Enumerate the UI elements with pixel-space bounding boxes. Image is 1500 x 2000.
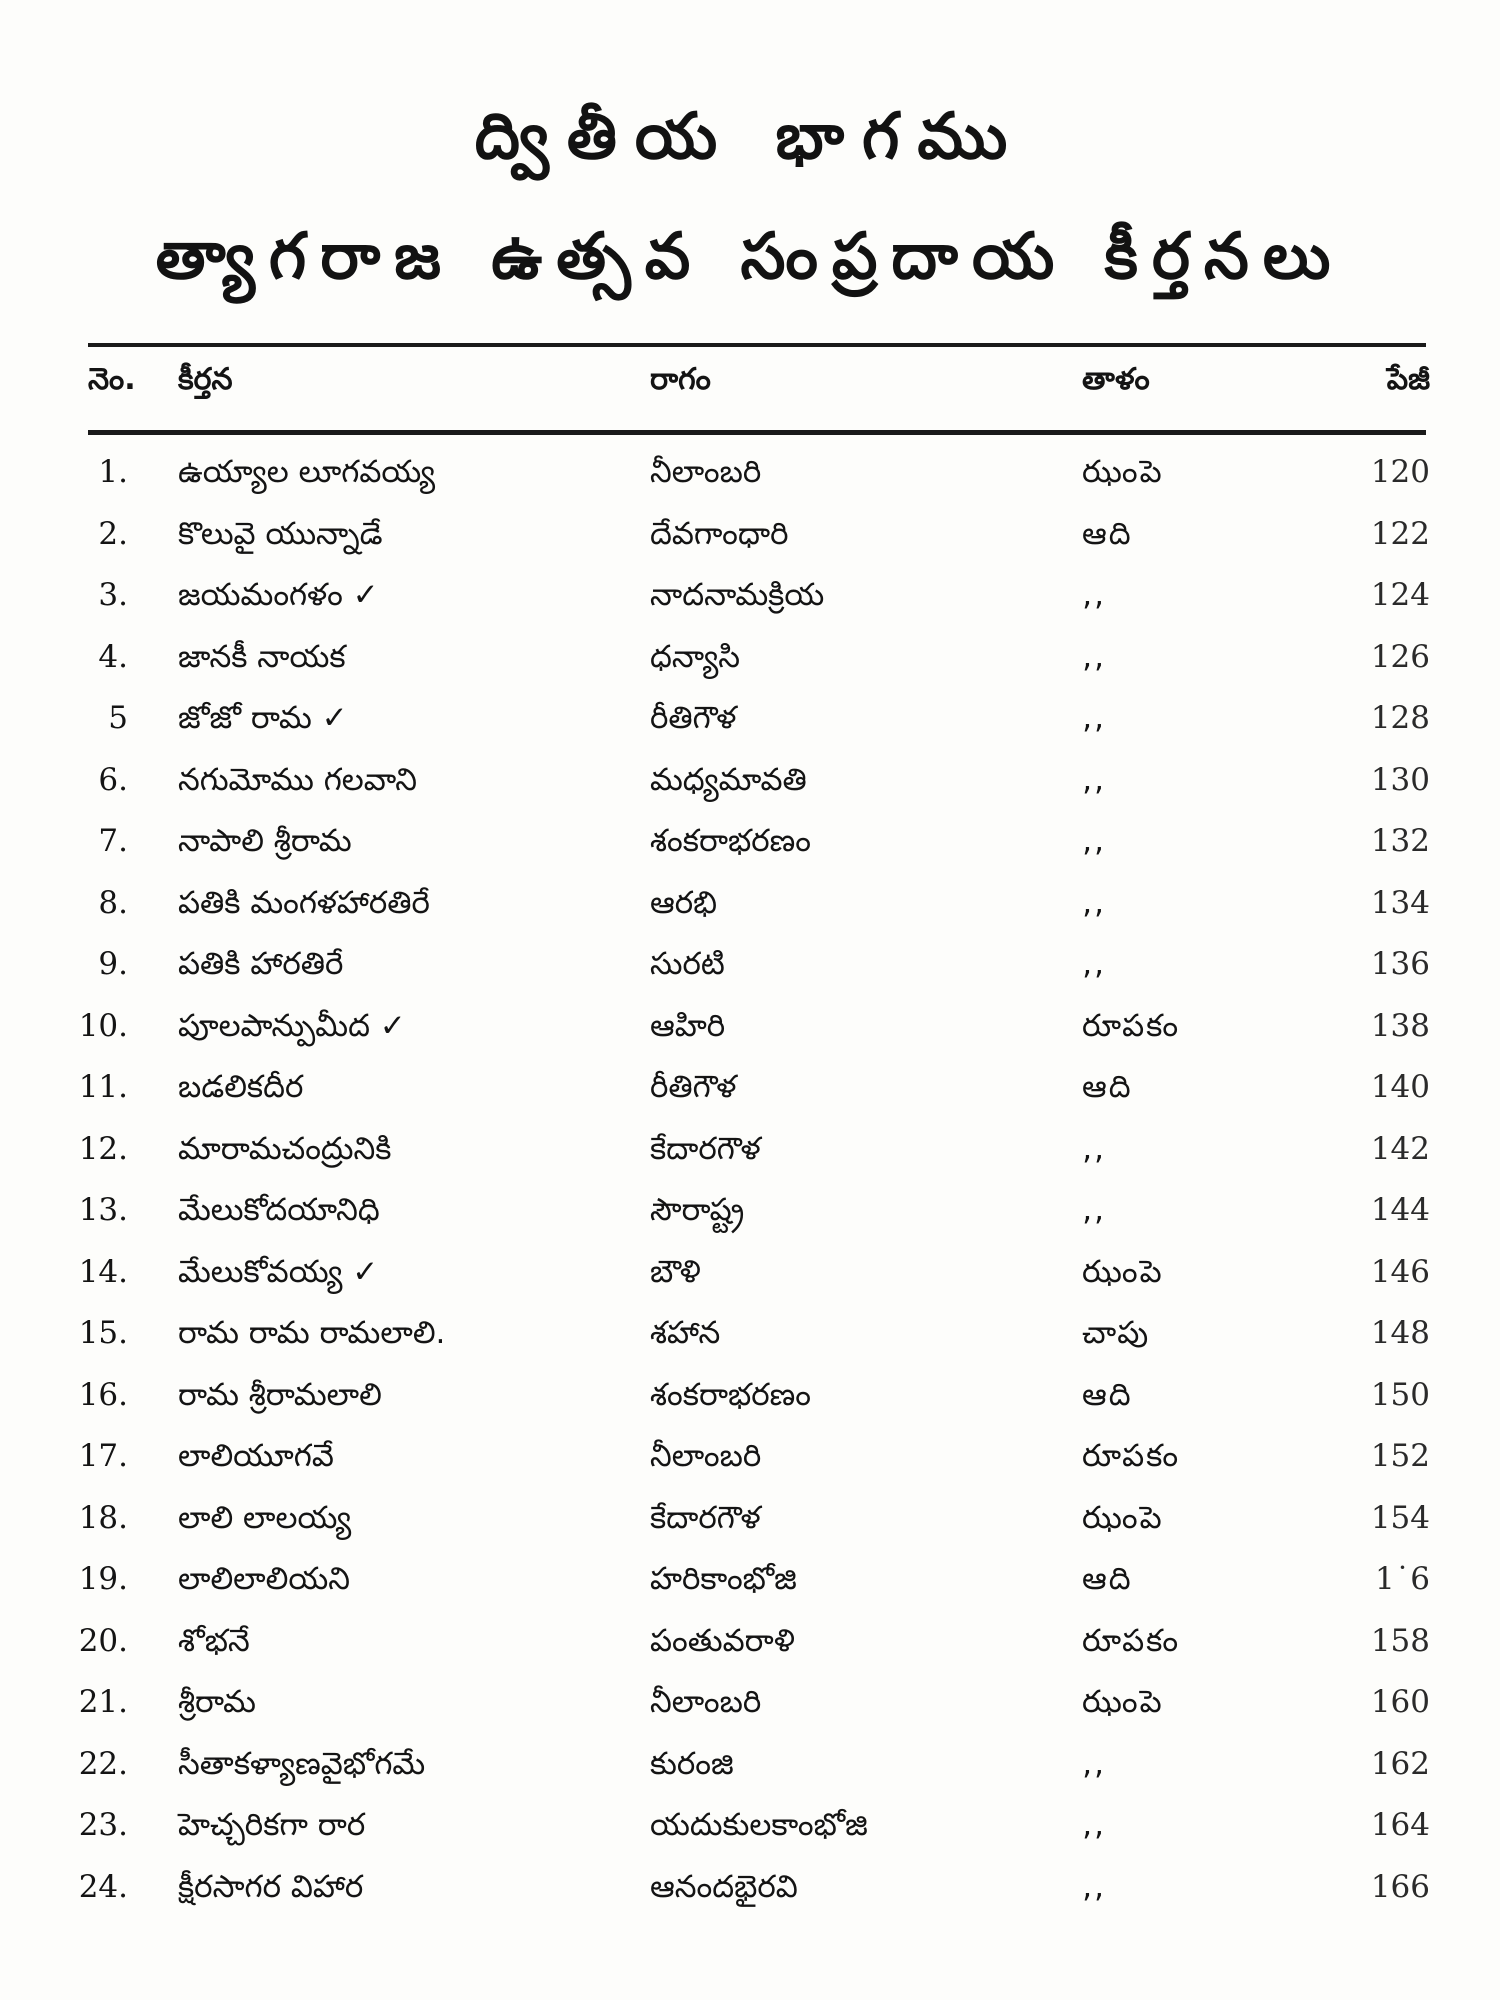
- tala-name: ఝంపె: [1082, 1684, 1164, 1720]
- tala-name: ఆది: [1082, 1561, 1133, 1597]
- table-row: [0, 932, 1500, 994]
- table-row: [0, 1793, 1500, 1855]
- table-row: [0, 1363, 1500, 1425]
- page-number: 1˙6: [1375, 1561, 1430, 1597]
- table-top-rule: [88, 343, 1426, 347]
- page-number: 142: [1370, 1130, 1430, 1167]
- table-row: [0, 1547, 1500, 1609]
- raga-name: నీలాంబరి: [650, 1438, 762, 1474]
- kirtana-name: లాలిలాలియని: [178, 1561, 350, 1597]
- kirtana-table: [0, 440, 1500, 1916]
- kirtana-name: ఉయ్యాల లూగవయ్య: [178, 454, 436, 490]
- row-number: 6.: [98, 761, 128, 798]
- page-number: 130: [1370, 761, 1430, 798]
- kirtana-name: హెచ్చరికగా రార: [178, 1807, 366, 1843]
- kirtana-name: లాలియూగవే: [178, 1438, 334, 1474]
- table-row: [0, 871, 1500, 933]
- table-row: [0, 1117, 1500, 1179]
- kirtana-name: మేలుకోవయ్య ✓: [178, 1253, 379, 1290]
- row-number: 4.: [98, 638, 128, 675]
- tala-name: రూపకం: [1082, 1622, 1181, 1659]
- page-number: 150: [1370, 1376, 1430, 1413]
- row-number: 17.: [78, 1438, 128, 1474]
- header-number: నెం.: [88, 362, 136, 397]
- table-row: [0, 1855, 1500, 1917]
- tala-name: ఆది: [1082, 515, 1133, 552]
- raga-name: కేదారగౌళ: [650, 1499, 761, 1536]
- kirtana-name: నాపాలి శ్రీరామ: [178, 823, 352, 859]
- tala-name: రూపకం: [1082, 1007, 1181, 1044]
- raga-name: దేవగాంధారి: [650, 515, 789, 552]
- kirtana-name: శోభనే: [178, 1622, 250, 1659]
- raga-name: సౌరాష్ట్ర: [650, 1192, 745, 1228]
- page-number: 152: [1370, 1438, 1430, 1474]
- header-raga: రాగం: [650, 362, 711, 397]
- kirtana-name: క్షీరసాగర విహార: [178, 1868, 364, 1905]
- row-number: 22.: [78, 1745, 128, 1782]
- raga-name: సురటి: [650, 946, 725, 982]
- raga-name: కేదారగౌళ: [650, 1130, 761, 1167]
- page-number: 140: [1370, 1069, 1430, 1105]
- raga-name: నీలాంబరి: [650, 454, 762, 490]
- tala-name: ఝంపె: [1082, 1253, 1164, 1290]
- table-row: [0, 625, 1500, 687]
- header-kirtana: కీర్తన: [178, 362, 233, 397]
- kirtana-name: జయమంగళం ✓: [178, 577, 379, 613]
- raga-name: పంతువరాళి: [650, 1622, 795, 1659]
- tala-name: ‚‚: [1082, 1868, 1106, 1905]
- tala-name: ‚‚: [1082, 1807, 1106, 1843]
- raga-name: రీతిగౌళ: [650, 700, 737, 736]
- page-number: 160: [1370, 1684, 1430, 1720]
- row-number: 15.: [78, 1315, 128, 1351]
- row-number: 24.: [78, 1868, 128, 1905]
- raga-name: యదుకులకాంభోజి: [650, 1807, 868, 1843]
- page-number: 128: [1370, 700, 1430, 736]
- raga-name: నాదనామక్రియ: [650, 577, 825, 613]
- table-row: [0, 1732, 1500, 1794]
- tala-name: ‚‚: [1082, 638, 1106, 675]
- tala-name: ‚‚: [1082, 577, 1106, 613]
- table-row: [0, 1670, 1500, 1732]
- tala-name: ఝంపె: [1082, 1499, 1164, 1536]
- row-number: 18.: [78, 1499, 128, 1536]
- table-row: [0, 1055, 1500, 1117]
- kirtana-name: లాలి లాలయ్య: [178, 1499, 352, 1536]
- row-number: 12.: [78, 1130, 128, 1167]
- raga-name: ఆరభి: [650, 884, 718, 921]
- page-number: 122: [1370, 515, 1430, 552]
- row-number: 21.: [78, 1684, 128, 1720]
- tala-name: చాపు: [1082, 1315, 1151, 1351]
- section-title: ద్వితీయ భాగము: [474, 100, 1026, 174]
- table-row: [0, 1486, 1500, 1548]
- row-number: 16.: [78, 1376, 128, 1413]
- row-number: 13.: [78, 1192, 128, 1228]
- header-page: పేజీ: [1386, 362, 1430, 397]
- raga-name: మధ్యమావతి: [650, 761, 807, 798]
- page-number: 144: [1370, 1192, 1430, 1228]
- kirtana-name: పతికి మంగళహారతిరే: [178, 884, 430, 921]
- tala-name: ఝంపె: [1082, 454, 1164, 490]
- table-row: [0, 1424, 1500, 1486]
- kirtana-name: సీతాకళ్యాణవైభోగమే: [178, 1745, 426, 1782]
- table-row: [0, 1609, 1500, 1671]
- kirtana-name: పూలపాన్పుమీద ✓: [178, 1007, 406, 1044]
- kirtana-name: రామ రామ రామలాలి.: [178, 1315, 446, 1351]
- tala-name: ‚‚: [1082, 761, 1106, 798]
- header-tala: తాళం: [1082, 362, 1150, 397]
- page-number: 146: [1370, 1253, 1430, 1290]
- kirtana-name: మారామచంద్రునికి: [178, 1130, 392, 1167]
- row-number: 5: [108, 700, 128, 736]
- table-header-rule: [88, 430, 1426, 435]
- page-number: 132: [1370, 823, 1430, 859]
- tala-name: ‚‚: [1082, 946, 1106, 982]
- tala-name: ‚‚: [1082, 884, 1106, 921]
- row-number: 1.: [98, 454, 128, 490]
- kirtana-name: కొలువై యున్నాడే: [178, 515, 383, 552]
- page-number: 136: [1370, 946, 1430, 982]
- row-number: 7.: [98, 823, 128, 859]
- tala-name: ఆది: [1082, 1069, 1133, 1105]
- table-row: [0, 1240, 1500, 1302]
- tala-name: ‚‚: [1082, 700, 1106, 736]
- raga-name: నీలాంబరి: [650, 1684, 762, 1720]
- kirtana-name: జానకీ నాయక: [178, 638, 346, 675]
- row-number: 23.: [78, 1807, 128, 1843]
- row-number: 8.: [98, 884, 128, 921]
- kirtana-name: నగుమోము గలవాని: [178, 761, 418, 798]
- tala-name: ఆది: [1082, 1376, 1133, 1413]
- raga-name: బౌళి: [650, 1253, 701, 1290]
- raga-name: కురంజి: [650, 1745, 734, 1782]
- tala-name: ‚‚: [1082, 1192, 1106, 1228]
- row-number: 19.: [78, 1561, 128, 1597]
- raga-name: శంకరాభరణం: [650, 823, 811, 859]
- table-row: [0, 1301, 1500, 1363]
- kirtana-name: బడలికదీర: [178, 1069, 304, 1105]
- raga-name: ఆనందభైరవి: [650, 1868, 798, 1905]
- kirtana-name: శ్రీరామ: [178, 1684, 256, 1720]
- page-number: 154: [1370, 1499, 1430, 1536]
- tala-name: ‚‚: [1082, 1130, 1106, 1167]
- page-number: 148: [1370, 1315, 1430, 1351]
- tala-name: ‚‚: [1082, 823, 1106, 859]
- table-row: [0, 440, 1500, 502]
- tala-name: రూపకం: [1082, 1438, 1181, 1474]
- raga-name: ఆహిరి: [650, 1007, 726, 1044]
- raga-name: రీతిగౌళ: [650, 1069, 737, 1105]
- page-number: 166: [1370, 1868, 1430, 1905]
- kirtana-name: జోజో రామ ✓: [178, 700, 348, 736]
- row-number: 20.: [78, 1622, 128, 1659]
- table-row: [0, 563, 1500, 625]
- page-number: 158: [1370, 1622, 1430, 1659]
- row-number: 2.: [98, 515, 128, 552]
- row-number: 3.: [98, 577, 128, 613]
- row-number: 9.: [98, 946, 128, 982]
- raga-name: హరికాంభోజి: [650, 1561, 797, 1597]
- raga-name: శహాన: [650, 1315, 721, 1351]
- raga-name: శంకరాభరణం: [650, 1376, 811, 1413]
- page-number: 162: [1370, 1745, 1430, 1782]
- section-subtitle: త్యాగరాజ ఉత్సవ సంప్రదాయ కీర్తనలు: [155, 220, 1345, 294]
- raga-name: ధన్యాసి: [650, 638, 741, 675]
- page-number: 134: [1370, 884, 1430, 921]
- kirtana-name: మేలుకోదయానిధి: [178, 1192, 380, 1228]
- page-number: 126: [1370, 638, 1430, 675]
- table-row: [0, 994, 1500, 1056]
- row-number: 14.: [78, 1253, 128, 1290]
- tala-name: ‚‚: [1082, 1745, 1106, 1782]
- page-number: 138: [1370, 1007, 1430, 1044]
- page-number: 124: [1370, 577, 1430, 613]
- table-row: [0, 1178, 1500, 1240]
- row-number: 11.: [78, 1069, 128, 1105]
- table-row: [0, 748, 1500, 810]
- table-row: [0, 809, 1500, 871]
- row-number: 10.: [78, 1007, 128, 1044]
- table-row: [0, 686, 1500, 748]
- page-number: 164: [1370, 1807, 1430, 1843]
- page-number: 120: [1370, 454, 1430, 490]
- table-row: [0, 502, 1500, 564]
- kirtana-name: పతికి హారతిరే: [178, 946, 344, 982]
- kirtana-name: రామ శ్రీరామలాలి: [178, 1376, 382, 1413]
